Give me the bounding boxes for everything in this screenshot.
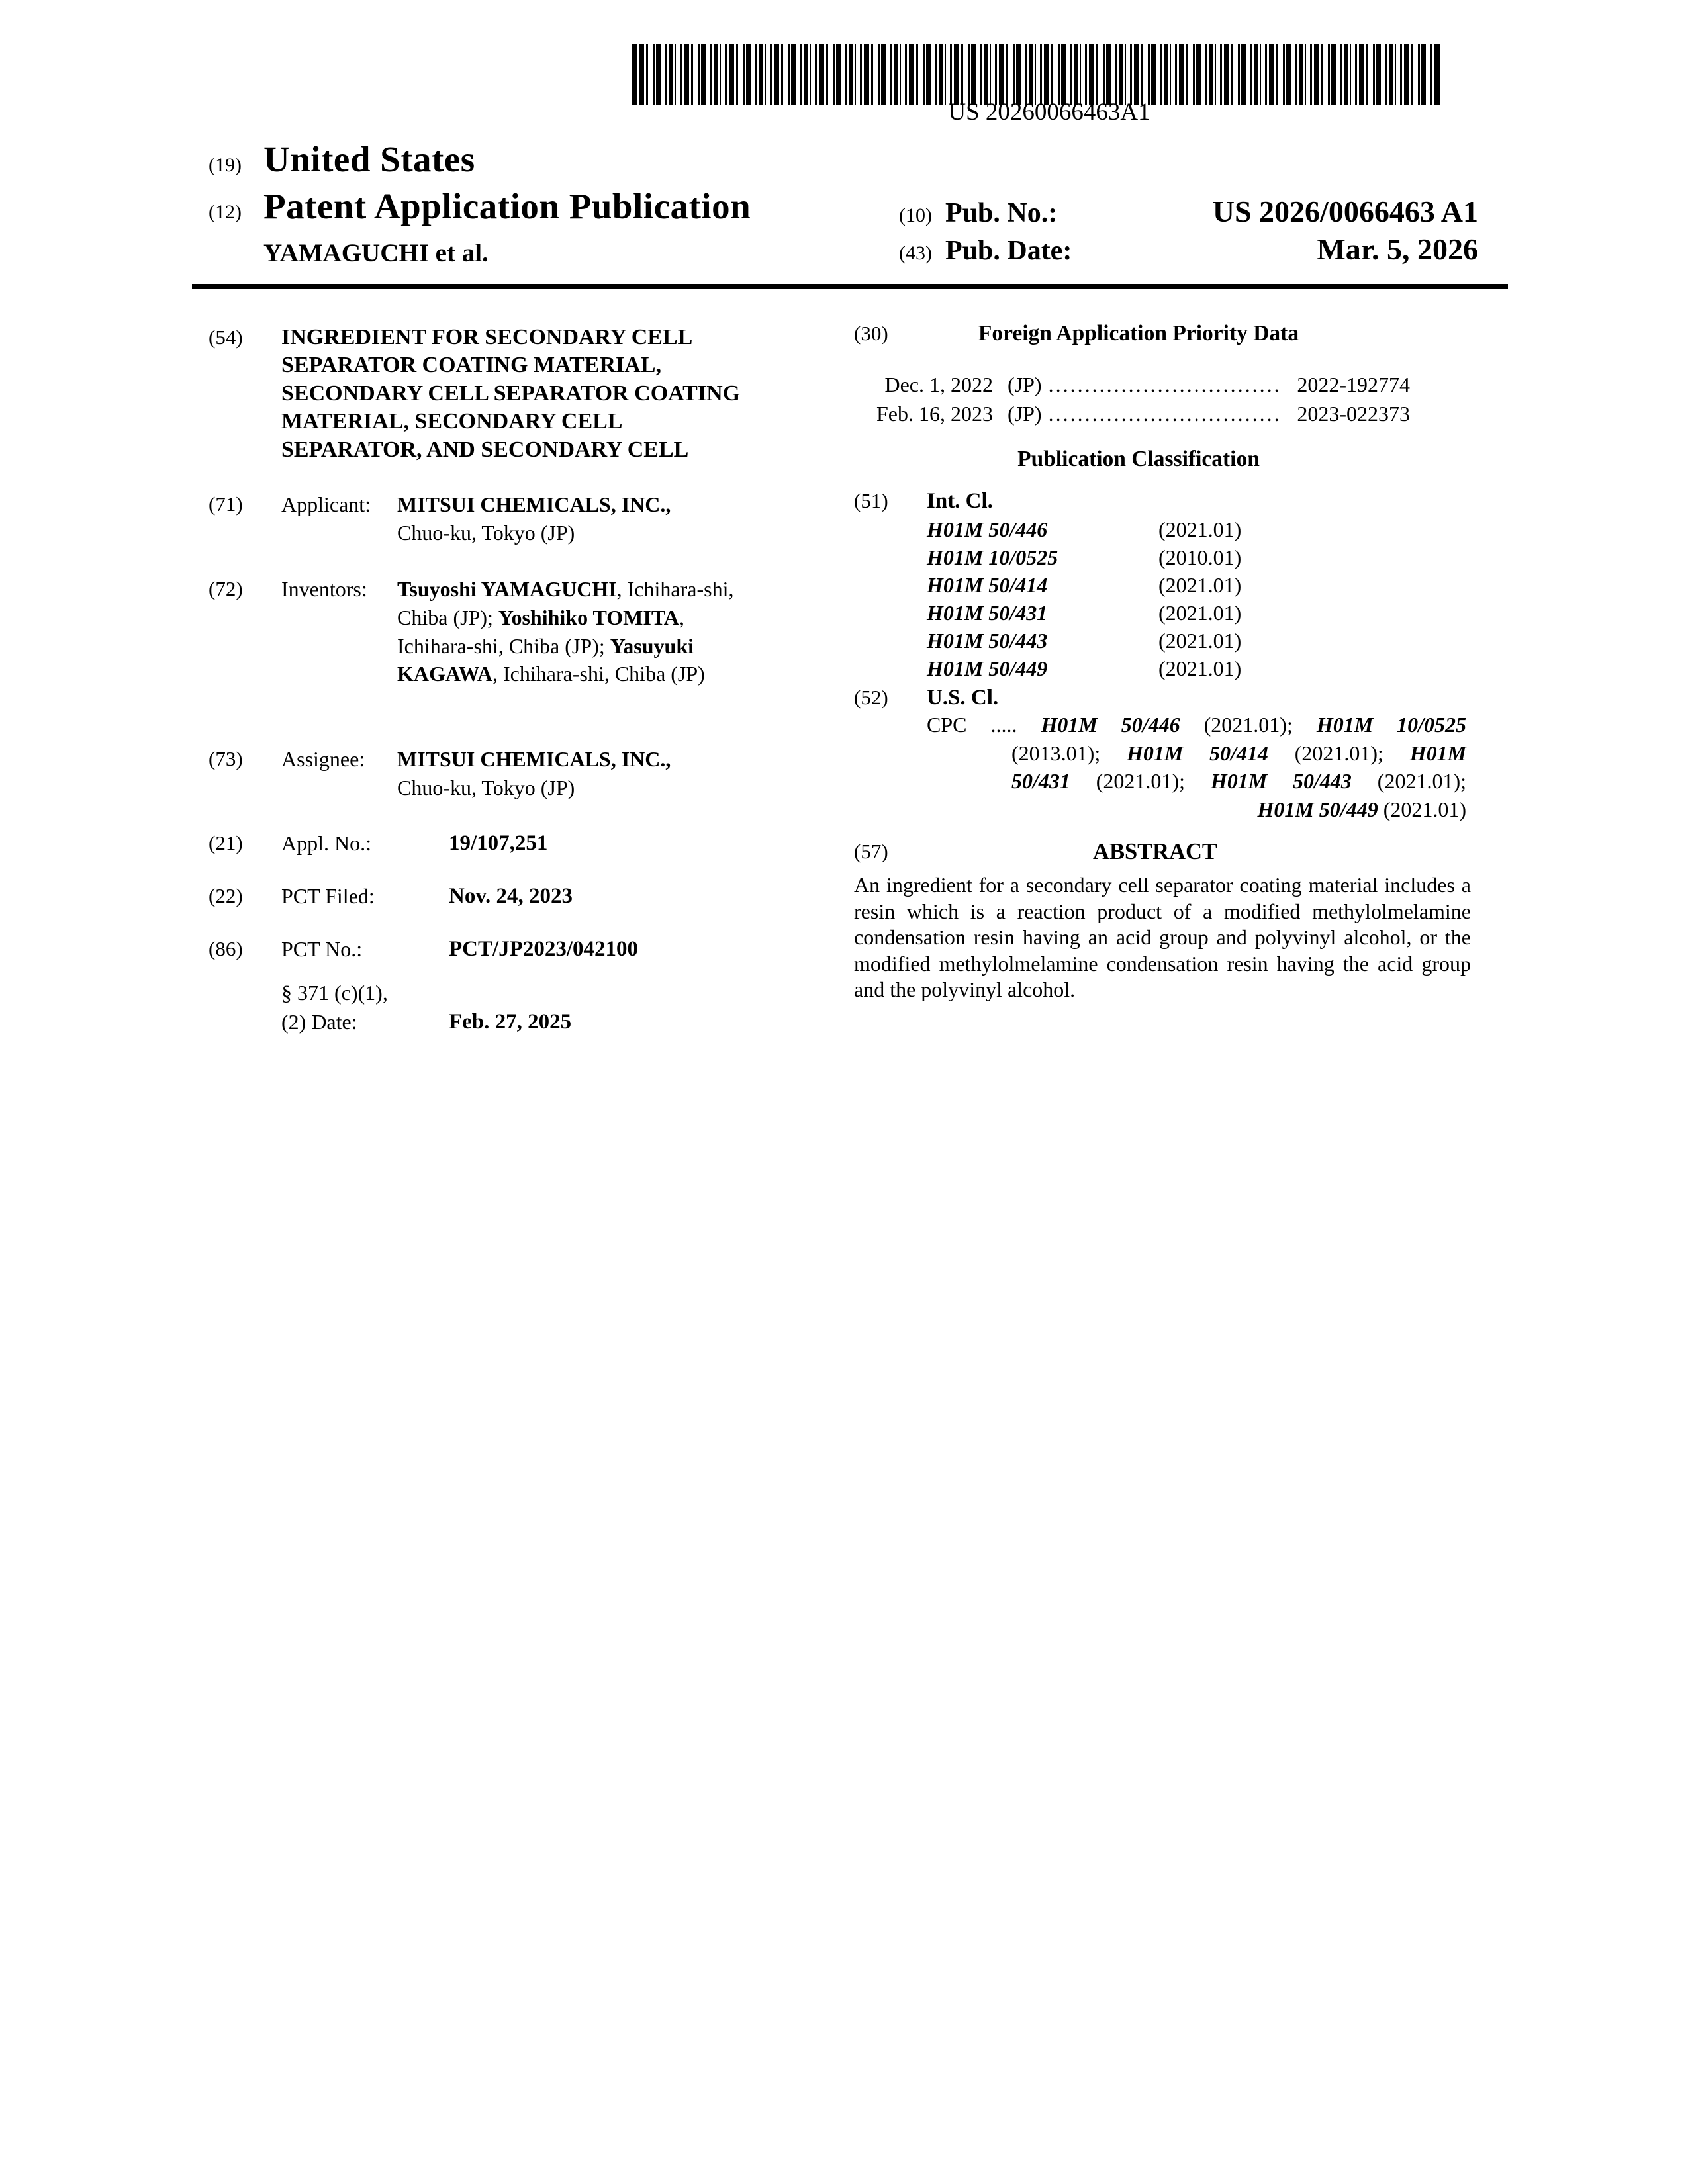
int-cl-key: Int. Cl.: [927, 489, 993, 513]
country-label: (19): [209, 154, 242, 176]
doc-type-label: (12): [209, 201, 242, 223]
assignee-key: Assignee:: [281, 747, 365, 771]
int-cl-row: [927, 543, 1410, 571]
country-name: United States: [263, 139, 475, 179]
inventors-label: (72): [209, 577, 243, 600]
appl-no-section: [209, 829, 547, 858]
applicant-value: MITSUI CHEMICALS, INC., Chuo-ku, Tokyo (JP): [397, 492, 671, 545]
int-cl-code: H01M 50/414: [927, 573, 1048, 597]
priority-date: Dec. 1, 2022: [884, 373, 993, 396]
inventors-value: Tsuyoshi YAMAGUCHI, Ichihara-shi, Chiba (JP); Yoshihiko TOMITA, Ichihara-shi, Chiba (JP); Yasuyuki KAGAWA, Ichihara-shi, Chiba (JP): [397, 577, 734, 686]
barcode-icon: [632, 44, 1440, 105]
int-cl-version: (2021.01): [1158, 601, 1242, 625]
abstract-heading: ABSTRACT: [1093, 839, 1217, 864]
priority-date: Feb. 16, 2023: [876, 401, 993, 426]
applicant-label: (71): [209, 492, 243, 516]
pub-no-row: [899, 194, 1478, 229]
us-cl-section: [854, 684, 998, 712]
pub-date-value: Mar. 5, 2026: [1317, 232, 1478, 266]
int-cl-version: (2021.01): [1158, 518, 1242, 541]
doc-type: Patent Application Publication: [263, 186, 751, 226]
cpc-classification: CPC ..... H01M 50/446 (2021.01); H01M 10/0525 (2013.01); H01M 50/414 (2021.01); H01M 50/431 (2021.01); H01M 50/443 (2021.01); H01M 50/449 (2021.01): [927, 713, 1467, 822]
abstract-text: An ingredient for a secondary cell separator coating material includes a resin which is a reaction product of a modified methylolmelamine condensation resin having an acid group and polyvinyl alcohol, or the modified methylolmelamine condensation resin having the acid group and the polyvinyl alcohol.: [854, 873, 1471, 1002]
section-371-date-value: Feb. 27, 2025: [449, 1010, 572, 1034]
inventors-key: Inventors:: [281, 577, 367, 601]
int-cl-code: H01M 50/449: [927, 657, 1048, 680]
priority-label: (30): [854, 322, 888, 345]
int-cl-row: [927, 627, 1410, 655]
pub-date-row: [899, 232, 1478, 267]
section-371-date-row: [281, 1008, 571, 1036]
int-cl-version: (2021.01): [1158, 657, 1242, 680]
assignee-section: [209, 745, 671, 802]
pub-date-key: Pub. Date:: [945, 236, 1072, 266]
barcode-text: US 20260066463A1: [948, 99, 1150, 126]
int-cl-code: H01M 10/0525: [927, 545, 1058, 569]
country-row: [209, 139, 475, 180]
appl-no-key: Appl. No.:: [281, 831, 371, 855]
int-cl-label: (51): [854, 489, 888, 512]
pct-no-section: [209, 935, 638, 964]
pct-no-key: PCT No.:: [281, 937, 363, 961]
abstract-label: (57): [854, 840, 888, 863]
appl-no-label: (21): [209, 831, 243, 854]
section-371-date-key: (2) Date:: [281, 1010, 357, 1034]
priority-row: [870, 373, 1410, 402]
pct-no-value: PCT/JP2023/042100: [449, 937, 638, 961]
pub-no-value: US 2026/0066463 A1: [1212, 195, 1478, 228]
priority-country: (JP): [1008, 401, 1042, 426]
int-cl-code: H01M 50/431: [927, 601, 1048, 625]
applicant-key: Applicant:: [281, 492, 371, 516]
applicant-section: [209, 490, 671, 547]
int-cl-row: [927, 599, 1410, 627]
appl-no-value: 19/107,251: [449, 831, 548, 855]
dot-leader: ................................: [1048, 373, 1282, 396]
priority-heading: Foreign Application Priority Data: [978, 321, 1299, 345]
title-label: (54): [209, 326, 243, 349]
priority-number: 2023-022373: [1297, 401, 1410, 426]
assignee-value: MITSUI CHEMICALS, INC., Chuo-ku, Tokyo (JP): [397, 747, 671, 799]
pct-filed-key: PCT Filed:: [281, 884, 375, 908]
pub-no-label: (10): [899, 205, 932, 226]
priority-number: 2022-192774: [1297, 373, 1410, 396]
assignee-label: (73): [209, 747, 243, 770]
int-cl-row: [927, 571, 1410, 599]
int-cl-code: H01M 50/446: [927, 518, 1048, 541]
priority-country: (JP): [1008, 373, 1042, 396]
pub-date-label: (43): [899, 242, 932, 264]
us-cl-label: (52): [854, 686, 888, 709]
pct-filed-label: (22): [209, 884, 243, 907]
int-cl-section: [854, 487, 993, 516]
priority-table: [870, 373, 1410, 430]
pct-filed-section: [209, 882, 573, 911]
int-cl-table: [927, 516, 1410, 682]
int-cl-row: [927, 655, 1410, 682]
invention-title: INGREDIENT FOR SECONDARY CELL SEPARATOR COATING MATERIAL, SECONDARY CELL SEPARATOR COATING MATERIAL, SECONDARY CELL SEPARATOR, AND SECONDARY CELL: [281, 325, 741, 462]
section-371-clause: § 371 (c)(1),: [281, 981, 388, 1005]
publication-classification-heading: Publication Classification: [1017, 447, 1260, 471]
header-divider: [192, 284, 1508, 289]
int-cl-code: H01M 50/443: [927, 629, 1048, 653]
pct-filed-value: Nov. 24, 2023: [449, 884, 573, 908]
int-cl-version: (2021.01): [1158, 629, 1242, 653]
pct-no-label: (86): [209, 937, 243, 960]
title-section: [209, 324, 831, 464]
us-cl-key: U.S. Cl.: [927, 686, 999, 709]
priority-row: [870, 402, 1410, 431]
inventors-section: [209, 575, 733, 688]
pub-no-key: Pub. No.:: [945, 198, 1058, 228]
doc-type-row: [209, 186, 751, 227]
dot-leader: ................................: [1048, 401, 1282, 426]
first-named-party: YAMAGUCHI et al.: [263, 239, 489, 267]
int-cl-version: (2010.01): [1158, 545, 1242, 569]
int-cl-version: (2021.01): [1158, 573, 1242, 597]
int-cl-row: [927, 516, 1410, 543]
